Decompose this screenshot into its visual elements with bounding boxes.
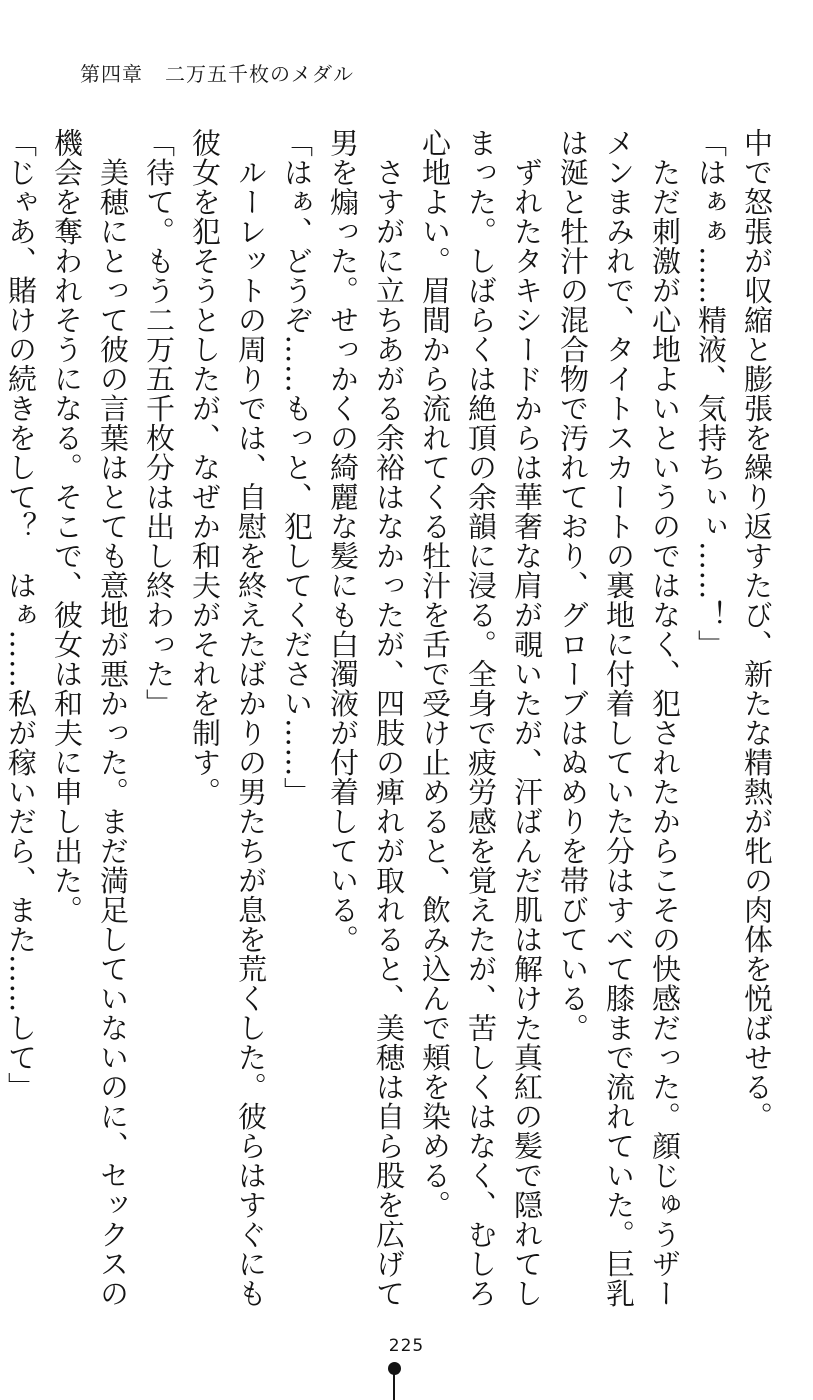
text-line: ただ刺激が心地よいというのではなく、犯されたからこその快感だった。顔じゅうザー (648, 128, 682, 1308)
text-line: メンまみれで、タイトスカートの裏地に付着していた分はすべて膝まで流れていた。巨乳 (602, 128, 636, 1308)
text-line: 「はぁぁ……精液、気持ちぃぃ……！」 (694, 128, 728, 659)
text-line: 「はぁ、どうぞ……もっと、犯してください……」 (280, 128, 314, 807)
text-line: は涎と牡汁の混合物で汚れており、グローブはぬめりを帯びている。 (556, 128, 590, 1043)
folio-rule (393, 1374, 395, 1400)
text-line: まった。しばらくは絶頂の余韻に浸る。全身で疲労感を覚えたが、苦しくはなく、むしろ (464, 128, 498, 1308)
text-line: 心地よい。眉間から流れてくる牡汁を舌で受け止めると、飲み込んで頬を染める。 (418, 128, 452, 1220)
text-line: 美穂にとって彼の言葉はとても意地が悪かった。まだ満足していないのに、セックスの (96, 128, 130, 1308)
text-line: 機会を奪われそうになる。そこで、彼女は和夫に申し出た。 (50, 128, 84, 925)
text-line: 「待て。もう二万五千枚分は出し終わった」 (142, 128, 176, 718)
text-line: ルーレットの周りでは、自慰を終えたばかりの男たちが息を荒くした。彼らはすぐにも (234, 128, 268, 1308)
text-line: 「じゃあ、賭けの続きをして？ はぁ……私が稼いだら、また……して」 (4, 128, 38, 1102)
text-line: 中で怒張が収縮と膨張を繰り返すたび、新たな精熱が牝の肉体を悦ばせる。 (740, 128, 774, 1131)
chapter-number: 第四章 (80, 62, 143, 86)
body-text (4, 128, 780, 1308)
text-line: さすがに立ちあがる余裕はなかったが、四肢の痺れが取れると、美穂は自ら股を広げて (372, 128, 406, 1308)
chapter-title: 二万五千枚のメダル (165, 62, 354, 86)
page-number: 225 (388, 1336, 425, 1356)
text-line: 彼女を犯そうとしたが、なぜか和夫がそれを制す。 (188, 128, 222, 807)
text-line: 男を煽った。せっかくの綺麗な髪にも白濁液が付着している。 (326, 128, 360, 954)
text-line: ずれたタキシードからは華奢な肩が覗いたが、汗ばんだ肌は解けた真紅の髪で隠れてし (510, 128, 544, 1308)
running-head (80, 58, 354, 87)
